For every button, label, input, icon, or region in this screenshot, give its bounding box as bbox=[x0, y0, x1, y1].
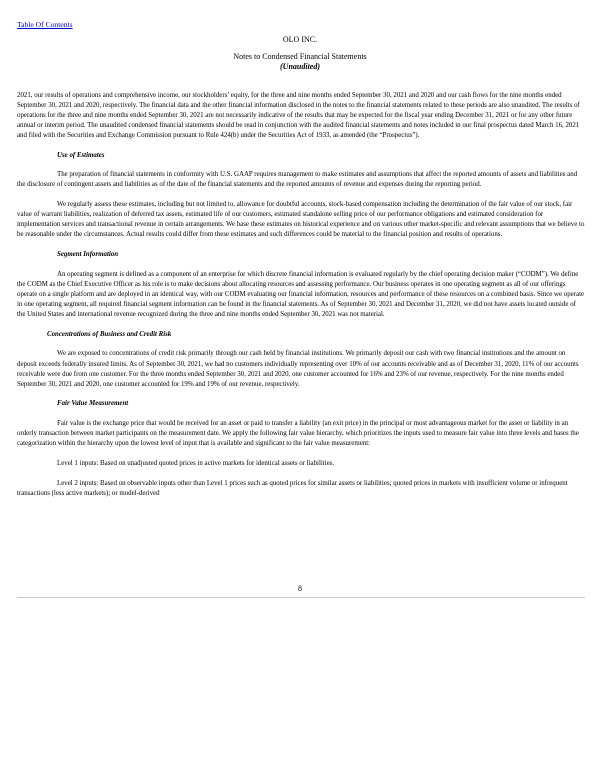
paragraph: We are exposed to concentrations of credit risk primarily through our cash held by financial institutions. We primarily deposit our cash with two financial institutions and the amount on deposit exceeds federally insured limits. As of September 30, 2021, we had no customers individually representing over 10% of our accounts receivable and as of December 31, 2020, 11% of our accounts receivable were due from one customer. For the three months ended September 30, 2021 and 2020, one customer accounted for 16% and 23% of our revenue, respectively. For the nine months ended September 30, 2021 and 2020, one customer accounted for 19% and 19% of our revenue, respectively. bbox=[17, 350, 579, 388]
paragraph: An operating segment is defined as a component of an enterprise for which discrete financial information is evaluated regularly by the chief operating decision maker (“CODM”). We define the CODM as the Chief Executive Officer as his role is to make decisions about allocating resources and assessing performance. Our business operates in one operating segment as all of our offerings operate on a single platform and are deployed in an identical way, with our CODM evaluating our financial information, resources and performance of these resources on a combined basis. Since we operate in one operating segment, all required financial segment information can be found in the financial statements. As of September 30, 2021 and December 31, 2020, we did not have assets located outside of the United States and international revenue recognized during the three and nine months ended September 30, 2021 was not material. bbox=[17, 270, 585, 319]
company-name: OLO INC. bbox=[282, 35, 318, 44]
section-heading-concentrations: Concentrations of Business and Credit Risk bbox=[47, 330, 172, 338]
paragraph: The preparation of financial statements in conformity with U.S. GAAP requires management to make estimates and assumptions that affect the reported amounts of assets and liabilities and the disclosure of contingent assets and liabilities as of the date of the financial statements and the reported amounts of revenue and expenses during the reporting period. bbox=[17, 171, 578, 189]
page-number: 8 bbox=[298, 584, 302, 593]
table-of-contents-link[interactable]: Table Of Contents bbox=[17, 20, 73, 29]
section-heading-fair-value: Fair Value Measurement bbox=[57, 400, 129, 408]
level-2-paragraph: Level 2 inputs: Based on observable inputs other than Level 1 prices such as quoted prices for similar assets or liabilities; quoted prices in markets with insufficient volume or infrequent transactions (less active markets); or model-derived bbox=[17, 479, 568, 497]
document-body bbox=[17, 91, 585, 509]
intro-paragraph: 2021, our results of operations and comprehensive income, our stockholders’ equity, for the three and nine months ended September 30, 2021 and 2020 and our cash flows for the nine months ended September 30, 2021 and 2020, respectively. The financial data and the other financial information disclosed in the notes to the financial statements related to these periods are also unaudited. The results of operations for the three and nine months ended September 30, 2021 are not necessarily indicative of the results that may be expected for the fiscal year ending December 31, 2021 or for any other future annual or interim period. The unaudited condensed financial statements should be read in conjunction with the audited financial statements and notes included in our final prospectus dated March 16, 2021 and filed with the Securities and Exchange Commission pursuant to Rule 424(b) under the Securities Act of 1933, as amended (the “Prospectus”). bbox=[17, 91, 580, 139]
page-divider bbox=[17, 597, 585, 598]
paragraph: We regularly assess these estimates, including but not limited to, allowance for doubtful accounts, stock-based compensation including the determination of the fair value of our stock, fair value of warrant liabilities, realization of deferred tax assets, estimated life of our customers, estimated standalone selling price of our performance obligations and estimated consideration for implementation services and transactional revenue in certain arrangements. We base these estimates on historical experience and on various other market-specific and relevant assumptions that we believe to be reasonable under the circumstances. Actual results could differ from these estimates and such differences could be material to the financial position and results of operations. bbox=[17, 201, 585, 239]
section-heading-use-of-estimates: Use of Estimates bbox=[57, 151, 105, 159]
page-title: Notes to Condensed Financial Statements bbox=[233, 52, 367, 61]
level-1-paragraph: Level 1 inputs: Based on unadjusted quoted prices in active markets for identical assets or liabilities. bbox=[57, 459, 335, 467]
paragraph: Fair value is the exchange price that would be received for an asset or paid to transfer a liability (an exit price) in the principal or most advantageous market for the asset or liability in an orderly transaction between market participants on the measurement date. We apply the following fair value hierarchy, which prioritizes the inputs used to measure fair value into three levels and bases the categorization within the hierarchy upon the lowest level of input that is available and significant to the fair value measurement: bbox=[17, 420, 579, 448]
page-subtitle: (Unaudited) bbox=[280, 62, 320, 71]
section-heading-segment-information: Segment Information bbox=[57, 251, 119, 258]
